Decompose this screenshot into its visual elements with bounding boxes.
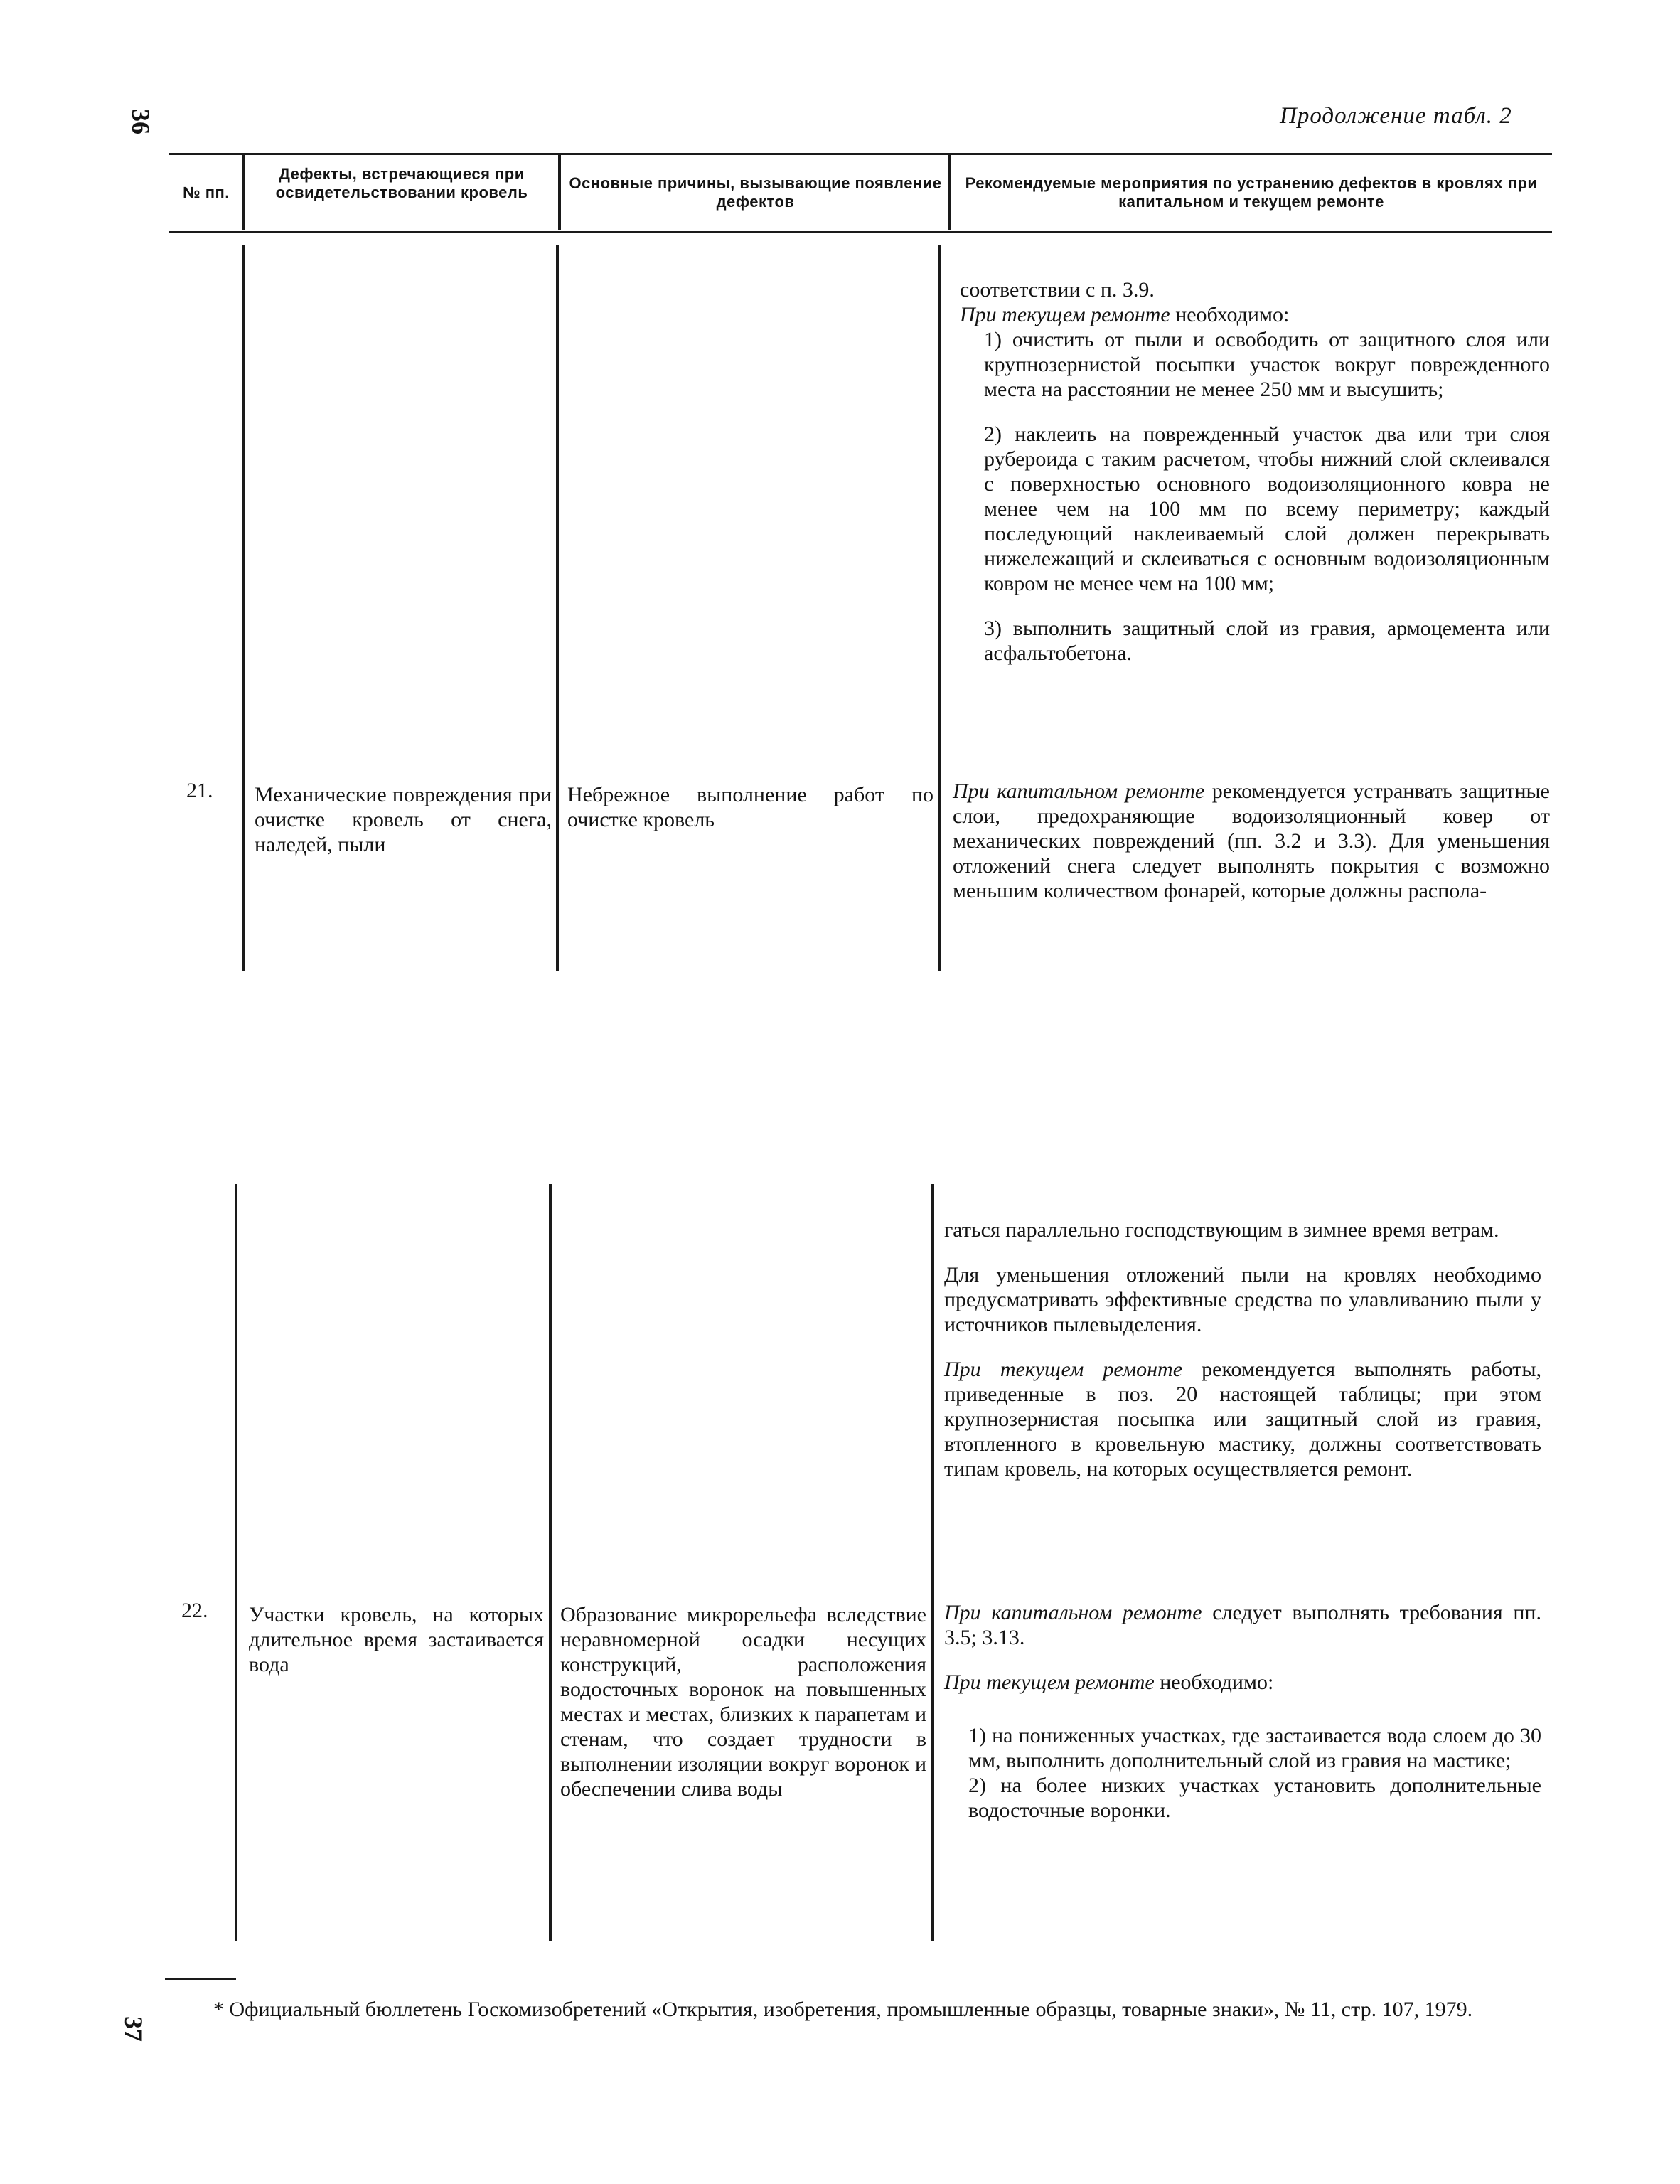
footnote: * Официальный бюллетень Госкомизобретений «Открытия, изобретения, промышленные образцы, товарные знаки», № 11, стр. 107, 1979. xyxy=(213,1998,1473,2021)
row21-measure-italic: При капитальном ремонте xyxy=(953,779,1205,803)
row22-measure-item1: 1) на пониженных участках, где застаивается вода слоем до 30 мм, выполнить дополнительный слой из гравия на мастике; xyxy=(968,1724,1541,1772)
row21-cause: Небрежное выполнение работ по очистке кровель xyxy=(567,783,933,831)
continuation-title: Продолжение табл. 2 xyxy=(1280,103,1512,129)
cont-measures-p1: соответствии с п. 3.9. xyxy=(960,278,1155,302)
header-num: № пп. xyxy=(183,183,230,201)
lower-separator-3 xyxy=(931,1184,934,1941)
footnote-rule xyxy=(165,1978,236,1980)
row22-measure-item2: 2) на более низких участках установить дополнительные водосточные воронки. xyxy=(968,1774,1541,1822)
header-defects: Дефекты, встречающиеся при освидетельствовании кровель xyxy=(275,165,528,201)
row21-cont-cell xyxy=(944,1218,1541,1481)
row21-cont-p3 xyxy=(944,1357,1541,1481)
cont-measures-item1: 1) очистить от пыли и освободить от защитного слоя или крупнозернистой посыпки участок вокруг поврежденного места на расстоянии не менее 250 мм и высушить; xyxy=(984,328,1550,401)
cont-measures-item2: 2) наклеить на поврежденный участок два или три слоя рубероида с таким расчетом, чтобы нижний слой склеивался с поверхностью основного водоизоляционного ковра не менее чем на 100 мм по всему периметру; каждый последующий наклеиваемый слой должен перекрывать нижележащий и склеиваться с основным водоизоляционным ковром не менее чем на 100 мм; xyxy=(984,422,1550,595)
row22-measure-p1-italic: При капитальном ремонте xyxy=(944,1601,1202,1624)
row21-cont-p1: гаться параллельно господствующим в зимнее время ветрам. xyxy=(944,1218,1499,1242)
page-number-bottom: 37 xyxy=(119,2016,148,2042)
row21-cont-p3-italic: При текущем ремонте xyxy=(944,1358,1183,1381)
row21-measure xyxy=(953,779,1550,903)
header-measures: Рекомендуемые мероприятия по устранению дефектов в кровлях при капитальном и текущем ремонте xyxy=(965,174,1538,211)
row22-number: 22. xyxy=(181,1599,208,1622)
header-causes: Основные причины, вызывающие появление дефектов xyxy=(569,174,942,211)
row21-cont-p2: Для уменьшения отложений пыли на кровлях необходимо предусматривать эффективные средства по улавливанию пыли у источников пылевыделения. xyxy=(944,1263,1541,1336)
upper-separator-1 xyxy=(242,245,245,971)
cont-measures-cell xyxy=(960,277,1550,666)
row21-measure-rest: рекомендуется устранвать защитные слои, предохраняющие водоизоляционный ковер от механических повреждений (пп. 3.2 и 3.3). Для уменьшения отложений снега следует выполнять покрытия с возможно меньшим количеством фонарей, которые должны распола- xyxy=(953,779,1550,902)
page-number-top: 36 xyxy=(127,109,155,134)
row22-measure-p2-italic: При текущем ремонте xyxy=(944,1671,1155,1694)
header-separator-3 xyxy=(948,155,951,230)
cont-measures-p2-italic: При текущем ремонте xyxy=(960,303,1170,326)
row22-measure-p2-rest: необходимо: xyxy=(1154,1671,1274,1694)
header-top-rule xyxy=(169,153,1552,155)
cont-measures-p2 xyxy=(960,302,1550,327)
cont-measures-p2-rest: необходимо: xyxy=(1170,303,1290,326)
upper-separator-2 xyxy=(556,245,559,971)
header-bottom-rule xyxy=(169,231,1552,233)
header-separator-1 xyxy=(242,155,245,230)
row22-cause: Образование микрорельефа вследствие неравномерной осадки несущих конструкций, расположения водосточных воронок на повышенных местах и местах, близких к парапетам и стенам, что создает трудности в выполнении изоляции вокруг воронок и обеспечении слива воды xyxy=(560,1603,926,1801)
row22-measure-cell xyxy=(944,1600,1541,1823)
header-separator-2 xyxy=(558,155,561,230)
row21-cont-p3-rest: рекомендуется выполнять работы, приведенные в поз. 20 настоящей таблицы; при этом крупнозернистая посыпка или защитный слой из гравия, втопленного в кровельную мастику, должны соответствовать типам кровель, на которых осуществляется ремонт. xyxy=(944,1358,1541,1481)
lower-separator-2 xyxy=(549,1184,552,1941)
cont-measures-item3: 3) выполнить защитный слой из гравия, армоцемента или асфальтобетона. xyxy=(984,617,1550,665)
upper-separator-3 xyxy=(938,245,941,971)
row22-defect: Участки кровель, на которых длительное время застаивается вода xyxy=(249,1603,544,1676)
row22-measure-p2 xyxy=(944,1670,1541,1695)
row21-number: 21. xyxy=(186,779,213,802)
lower-separator-1 xyxy=(235,1184,237,1941)
row21-defect: Механические повреждения при очистке кровель от снега, наледей, пыли xyxy=(255,783,552,856)
row22-measure-p1-rest: следует выполнять требования пп. 3.5; 3.13. xyxy=(944,1601,1541,1649)
row22-measure-p1 xyxy=(944,1600,1541,1650)
